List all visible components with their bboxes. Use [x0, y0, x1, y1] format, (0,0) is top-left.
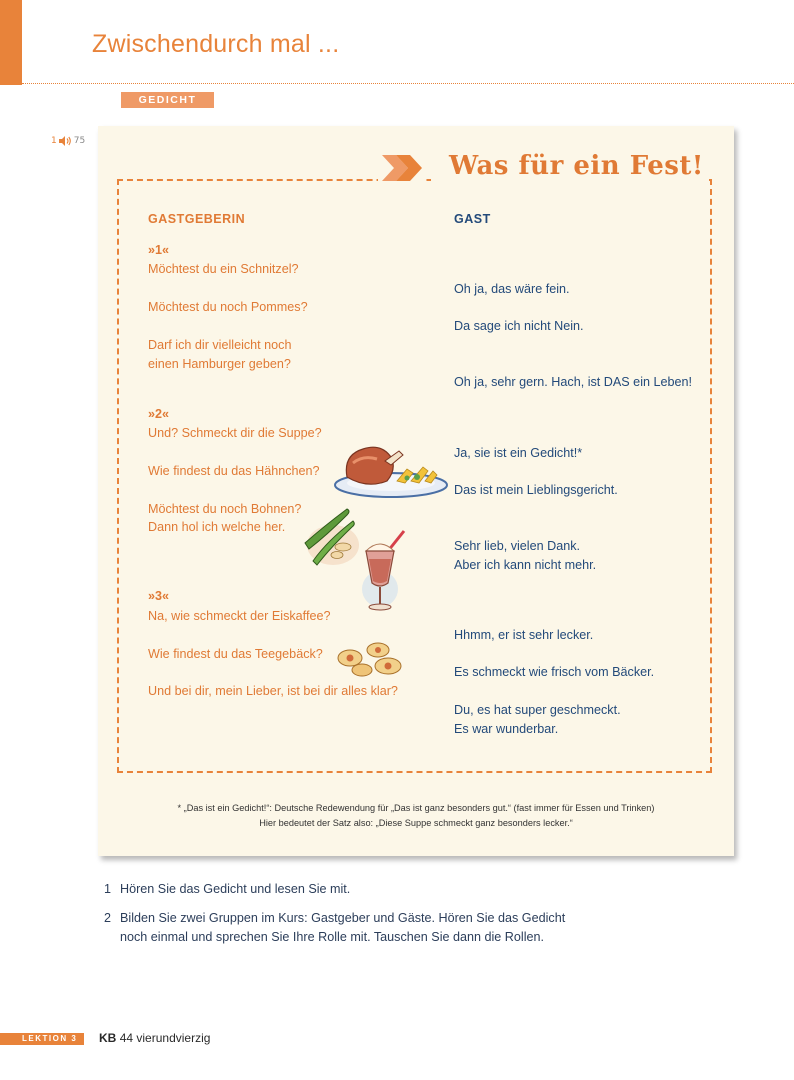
guest-line: Das ist mein Lieblingsgericht.	[454, 483, 618, 497]
task-text-continued: noch einmal und sprechen Sie Ihre Rolle mit. Tauschen Sie dann die Rollen.	[120, 930, 545, 944]
audio-track-number: 75	[73, 136, 86, 146]
guest-line: Da sage ich nicht Nein.	[454, 319, 584, 333]
stanza-label-1: »1«	[148, 243, 170, 257]
host-line: Und bei dir, mein Lieber, ist bei dir alles klar?	[148, 684, 398, 698]
host-line: Na, wie schmeckt der Eiskaffee?	[148, 609, 331, 623]
page-number-word: vierundvierzig	[136, 1031, 211, 1045]
footnote-line-2: Hier bedeutet der Satz also: „Diese Suppe schmeckt ganz besonders lecker.“	[259, 818, 573, 828]
stanza-label-2: »2«	[148, 407, 170, 421]
section-label: GEDICHT	[121, 92, 214, 108]
guest-line: Es war wunderbar.	[454, 722, 559, 736]
iced-coffee-illustration	[358, 529, 410, 617]
tea-biscuits-illustration	[334, 638, 408, 678]
guest-line: Sehr lieb, vielen Dank.	[454, 539, 581, 553]
guest-line: Aber ich kann nicht mehr.	[454, 558, 597, 572]
side-tab	[0, 0, 22, 85]
audio-track-reference[interactable]	[51, 136, 85, 146]
page-title: Zwischendurch mal ...	[92, 30, 340, 58]
guest-line: Oh ja, sehr gern. Hach, ist DAS ein Leben!	[454, 375, 693, 389]
roast-chicken-illustration	[333, 443, 451, 501]
speaker-icon	[59, 136, 72, 146]
guest-column-heading: GAST	[454, 212, 491, 226]
host-line: einen Hamburger geben?	[148, 357, 291, 371]
task-text: Bilden Sie zwei Gruppen im Kurs: Gastgeber und Gäste. Hören Sie das Gedicht	[120, 911, 566, 925]
host-line: Möchtest du ein Schnitzel?	[148, 262, 299, 276]
task-number: 1	[104, 882, 112, 896]
task-text: Hören Sie das Gedicht und lesen Sie mit.	[120, 882, 351, 896]
audio-track-prefix: 1	[51, 136, 57, 146]
host-column-heading: GASTGEBERIN	[148, 212, 246, 226]
guest-line: Oh ja, das wäre fein.	[454, 282, 570, 296]
task-2	[104, 909, 565, 947]
host-line: Dann hol ich welche her.	[148, 520, 286, 534]
task-1	[104, 880, 350, 899]
host-line: Wie findest du das Hähnchen?	[148, 464, 320, 478]
stanza-label-3: »3«	[148, 589, 170, 603]
lesson-label: LEKTION 3	[0, 1033, 84, 1045]
guest-line: Du, es hat super geschmeckt.	[454, 703, 621, 717]
host-line: Darf ich dir vielleicht noch	[148, 338, 292, 352]
green-beans-illustration	[299, 505, 361, 571]
page-footer	[99, 1031, 210, 1045]
guest-line: Es schmeckt wie frisch vom Bäcker.	[454, 665, 655, 679]
poem-title: Was für ein Fest!	[431, 151, 709, 187]
double-chevron-icon	[378, 153, 426, 183]
task-number: 2	[104, 911, 112, 925]
page-number: 44	[119, 1031, 134, 1045]
book-code: KB	[99, 1031, 117, 1045]
host-line: Möchtest du noch Pommes?	[148, 300, 308, 314]
host-line: Wie findest du das Teegebäck?	[148, 647, 323, 661]
title-divider	[22, 83, 794, 84]
guest-line: Ja, sie ist ein Gedicht!*	[454, 446, 583, 460]
host-line: Möchtest du noch Bohnen?	[148, 502, 302, 516]
footnote-line-1: * „Das ist ein Gedicht!“: Deutsche Redewendung für „Das ist ganz besonders gut.“ (fast immer für Essen und Trinken)	[177, 803, 655, 813]
guest-line: Hhmm, er ist sehr lecker.	[454, 628, 594, 642]
host-line: Und? Schmeckt dir die Suppe?	[148, 426, 322, 440]
